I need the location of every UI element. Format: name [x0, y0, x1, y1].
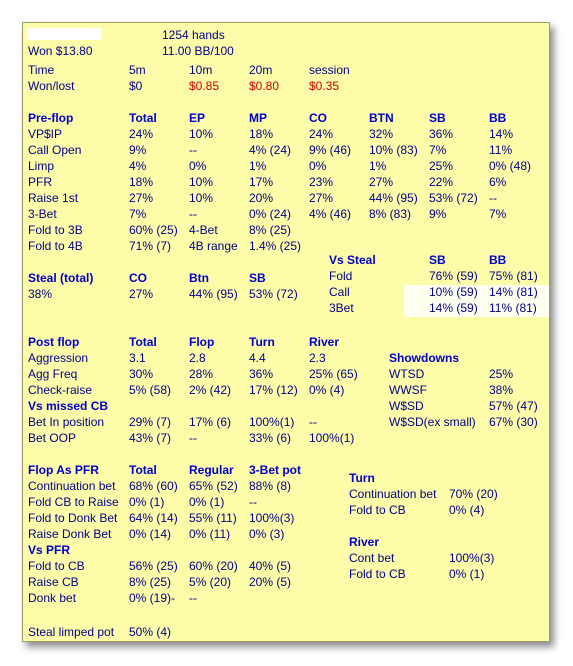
preflop-row-label: Limp: [28, 159, 55, 173]
postflop-row-cell: 5% (58): [129, 383, 172, 397]
preflop-row-cell: 9% (46): [309, 143, 352, 157]
vs-pfr-row-cell: 5% (20): [189, 575, 232, 589]
flop-pfr-row-label: Continuation bet: [28, 479, 116, 493]
wonlost-10m: $0.85: [189, 79, 220, 93]
showdown-row-cell: 38%: [489, 383, 514, 397]
preflop-col-ep: EP: [189, 111, 206, 125]
vs-pfr-row-label: Raise CB: [28, 575, 79, 589]
preflop-row-cell: 23%: [309, 175, 334, 189]
vs-steal-row-label: Call: [329, 285, 350, 299]
preflop-row-cell: 8% (83): [369, 207, 412, 221]
vs-pfr-row-cell: 20% (5): [249, 575, 292, 589]
preflop-row-cell: --: [189, 207, 197, 221]
postflop-row-cell: 17% (12): [249, 383, 298, 397]
postflop-col-flop: Flop: [189, 335, 215, 349]
vs-pfr-heading: Vs PFR: [28, 543, 71, 557]
postflop-col-river: River: [309, 335, 340, 349]
turn-row-cell: 0% (4): [449, 503, 485, 517]
preflop-row-cell: 44% (95): [369, 191, 418, 205]
postflop-row-cell: 2% (42): [189, 383, 232, 397]
vs-steal-row-cell: 11% (81): [489, 301, 537, 315]
four-bet-range-label: 4B range: [189, 239, 238, 253]
postflop-col-turn: Turn: [249, 335, 275, 349]
time-5m: 5m: [129, 63, 146, 77]
vs-missed-cb-row-cell: 33% (6): [249, 431, 292, 445]
preflop-col-btn: BTN: [369, 111, 394, 125]
time-label: Time: [28, 63, 55, 77]
flop-pfr-row-cell: 0% (1): [189, 495, 225, 509]
flop-pfr-col-3bet: 3-Bet pot: [249, 463, 301, 477]
preflop-row-cell: 7%: [429, 143, 447, 157]
flop-pfr-row-cell: --: [249, 495, 257, 509]
river-row-cell: 100%(3): [449, 551, 495, 565]
steal-co: 27%: [129, 287, 154, 301]
hud-stats-panel: [22, 22, 550, 642]
steal-total: 38%: [28, 287, 53, 301]
wonlost-20m: $0.80: [249, 79, 280, 93]
vs-missed-cb-row-cell: 29% (7): [129, 415, 172, 429]
vs-steal-row-cell: 14% (59): [429, 301, 478, 315]
postflop-heading: Post flop: [28, 335, 80, 349]
vs-missed-cb-row-cell: --: [309, 415, 317, 429]
bb-per-100: 11.00 BB/100: [162, 44, 234, 58]
flop-pfr-row-cell: 88% (8): [249, 479, 292, 493]
vs-pfr-row-cell: 0% (19)-: [129, 591, 176, 605]
preflop-row-cell: 4% (46): [309, 207, 352, 221]
steal-sb: 53% (72): [249, 287, 298, 301]
vs-missed-cb-heading: Vs missed CB: [28, 399, 109, 413]
steal-col-sb: SB: [249, 271, 266, 285]
river-row-label: Fold to CB: [349, 567, 406, 581]
wonlost-label: Won/lost: [28, 79, 75, 93]
preflop-row-cell: 18%: [249, 127, 274, 141]
vs-missed-cb-row-cell: 100%(1): [309, 431, 355, 445]
vs-pfr-row-label: Donk bet: [28, 591, 77, 605]
preflop-row-cell: 1%: [369, 159, 387, 173]
vs-steal-heading: Vs Steal: [329, 253, 376, 267]
preflop-row-cell: 14%: [489, 127, 514, 141]
showdown-row-label: WTSD: [389, 367, 425, 381]
fold-4b-total: 71% (7): [129, 239, 172, 253]
steal-heading: Steal (total): [28, 271, 94, 285]
steal-btn: 44% (95): [189, 287, 238, 301]
vs-steal-col-sb: SB: [429, 253, 446, 267]
postflop-row-cell: 2.8: [189, 351, 206, 365]
vs-pfr-row-cell: --: [189, 591, 197, 605]
preflop-row-label: Call Open: [28, 143, 82, 157]
postflop-row-cell: 28%: [189, 367, 214, 381]
turn-heading: Turn: [349, 471, 375, 485]
preflop-row-cell: 27%: [129, 191, 154, 205]
flop-pfr-row-cell: 64% (14): [129, 511, 178, 525]
preflop-row-cell: 25%: [429, 159, 454, 173]
wonlost-5m: $0: [129, 79, 143, 93]
preflop-col-co: CO: [309, 111, 327, 125]
preflop-row-cell: 32%: [369, 127, 394, 141]
preflop-row-cell: 11%: [489, 143, 513, 157]
preflop-row-cell: 0%: [189, 159, 207, 173]
flop-pfr-row-label: Raise Donk Bet: [28, 527, 112, 541]
postflop-col-total: Total: [129, 335, 157, 349]
showdown-row-label: W$SD(ex small): [389, 415, 476, 429]
preflop-row-cell: 9%: [429, 207, 447, 221]
fold-4b-label: Fold to 4B: [28, 239, 83, 253]
four-bet-label: 4-Bet: [189, 223, 218, 237]
preflop-row-cell: 0% (48): [489, 159, 532, 173]
preflop-row-cell: --: [189, 143, 197, 157]
vs-steal-row-label: Fold: [329, 269, 353, 283]
hands-count: 1254 hands: [162, 28, 225, 42]
flop-pfr-row-cell: 0% (1): [129, 495, 165, 509]
flop-pfr-row-cell: 100%(3): [249, 511, 295, 525]
flop-pfr-row-cell: 65% (52): [189, 479, 238, 493]
showdown-row-cell: 57% (47): [489, 399, 538, 413]
preflop-row-cell: 0%: [309, 159, 327, 173]
preflop-row-cell: 7%: [129, 207, 147, 221]
vs-missed-cb-row-label: Bet In position: [28, 415, 105, 429]
preflop-row-cell: 9%: [129, 143, 147, 157]
postflop-row-cell: 3.1: [129, 351, 146, 365]
preflop-row-label: 3-Bet: [28, 207, 57, 221]
preflop-col-sb: SB: [429, 111, 446, 125]
preflop-row-cell: 18%: [129, 175, 154, 189]
flop-pfr-row-cell: 0% (14): [129, 527, 172, 541]
postflop-row-cell: 2.3: [309, 351, 326, 365]
preflop-row-cell: 53% (72): [429, 191, 478, 205]
vs-missed-cb-row-cell: 17% (6): [189, 415, 232, 429]
wonlost-session: $0.35: [309, 79, 340, 93]
river-row-cell: 0% (1): [449, 567, 485, 581]
preflop-row-cell: 10%: [189, 191, 214, 205]
postflop-row-label: Agg Freq: [28, 367, 78, 381]
preflop-row-cell: 10%: [189, 175, 214, 189]
preflop-row-cell: --: [489, 191, 497, 205]
preflop-row-cell: 10%: [189, 127, 214, 141]
steal-limped-value: 50% (4): [129, 625, 172, 639]
vs-pfr-row-cell: 60% (20): [189, 559, 238, 573]
preflop-row-cell: 17%: [249, 175, 274, 189]
fold-3b-total: 60% (25): [129, 223, 178, 237]
postflop-row-cell: 0% (4): [309, 383, 345, 397]
preflop-col-mp: MP: [249, 111, 267, 125]
preflop-row-label: Raise 1st: [28, 191, 79, 205]
flop-as-pfr-heading: Flop As PFR: [28, 463, 99, 477]
fold-3b-label: Fold to 3B: [28, 223, 83, 237]
flop-pfr-row-cell: 55% (11): [189, 511, 237, 525]
four-bet-range-value: 1.4% (25): [249, 239, 302, 253]
showdown-row-cell: 67% (30): [489, 415, 538, 429]
river-heading: River: [349, 535, 380, 549]
flop-pfr-row-cell: 0% (3): [249, 527, 285, 541]
preflop-row-cell: 24%: [309, 127, 334, 141]
time-session: session: [309, 63, 350, 77]
preflop-row-cell: 1%: [249, 159, 267, 173]
preflop-col-bb: BB: [489, 111, 507, 125]
flop-pfr-col-regular: Regular: [189, 463, 234, 477]
vs-steal-row-label: 3Bet: [329, 301, 354, 315]
vs-pfr-row-label: Fold to CB: [28, 559, 85, 573]
vs-pfr-row-cell: 8% (25): [129, 575, 172, 589]
won-amount: Won $13.80: [28, 44, 93, 58]
preflop-col-total: Total: [129, 111, 157, 125]
four-bet-value: 8% (25): [249, 223, 292, 237]
flop-pfr-col-total: Total: [129, 463, 157, 477]
preflop-row-cell: 22%: [429, 175, 454, 189]
showdown-row-cell: 25%: [489, 367, 514, 381]
postflop-row-cell: 4.4: [249, 351, 266, 365]
preflop-row-cell: 36%: [429, 127, 454, 141]
showdown-row-label: W$SD: [389, 399, 424, 413]
preflop-row-label: PFR: [28, 175, 52, 189]
preflop-row-cell: 4%: [129, 159, 147, 173]
preflop-row-cell: 0% (24): [249, 207, 292, 221]
steal-col-co: CO: [129, 271, 147, 285]
flop-pfr-row-label: Fold to Donk Bet: [28, 511, 118, 525]
steal-col-btn: Btn: [189, 271, 209, 285]
vs-steal-row-cell: 75% (81): [489, 269, 538, 283]
postflop-row-cell: 30%: [129, 367, 154, 381]
steal-limped-label: Steal limped pot: [28, 625, 115, 639]
vs-missed-cb-row-cell: 43% (7): [129, 431, 172, 445]
postflop-row-cell: 36%: [249, 367, 274, 381]
vs-pfr-row-cell: 40% (5): [249, 559, 292, 573]
preflop-row-cell: 4% (24): [249, 143, 292, 157]
flop-pfr-row-label: Fold CB to Raise: [28, 495, 119, 509]
flop-pfr-row-cell: 0% (11): [189, 527, 231, 541]
time-20m: 20m: [249, 63, 273, 77]
vs-steal-col-bb: BB: [489, 253, 507, 267]
showdowns-heading: Showdowns: [389, 351, 459, 365]
preflop-row-cell: 24%: [129, 127, 154, 141]
preflop-row-cell: 7%: [489, 207, 507, 221]
vs-steal-row-cell: 76% (59): [429, 269, 478, 283]
postflop-row-cell: 25% (65): [309, 367, 358, 381]
vs-missed-cb-row-cell: 100%(1): [249, 415, 295, 429]
preflop-row-label: VP$IP: [28, 127, 63, 141]
preflop-heading: Pre-flop: [28, 111, 74, 125]
postflop-row-label: Aggression: [28, 351, 89, 365]
turn-row-label: Continuation bet: [349, 487, 437, 501]
vs-pfr-row-cell: 56% (25): [129, 559, 178, 573]
showdown-row-label: WWSF: [389, 383, 427, 397]
vs-steal-row-cell: 10% (59): [429, 285, 478, 299]
flop-pfr-row-cell: 68% (60): [129, 479, 178, 493]
postflop-row-label: Check-raise: [28, 383, 93, 397]
time-10m: 10m: [189, 63, 213, 77]
preflop-row-cell: 27%: [309, 191, 334, 205]
vs-steal-row-cell: 14% (81): [489, 285, 538, 299]
vs-missed-cb-row-cell: --: [189, 431, 197, 445]
turn-row-label: Fold to CB: [349, 503, 406, 517]
preflop-row-cell: 20%: [249, 191, 274, 205]
river-row-label: Cont bet: [349, 551, 395, 565]
preflop-row-cell: 10% (83): [369, 143, 418, 157]
turn-row-cell: 70% (20): [449, 487, 498, 501]
preflop-row-cell: 27%: [369, 175, 394, 189]
preflop-row-cell: 6%: [489, 175, 507, 189]
vs-missed-cb-row-label: Bet OOP: [28, 431, 77, 445]
player-name-redacted: [27, 28, 101, 40]
